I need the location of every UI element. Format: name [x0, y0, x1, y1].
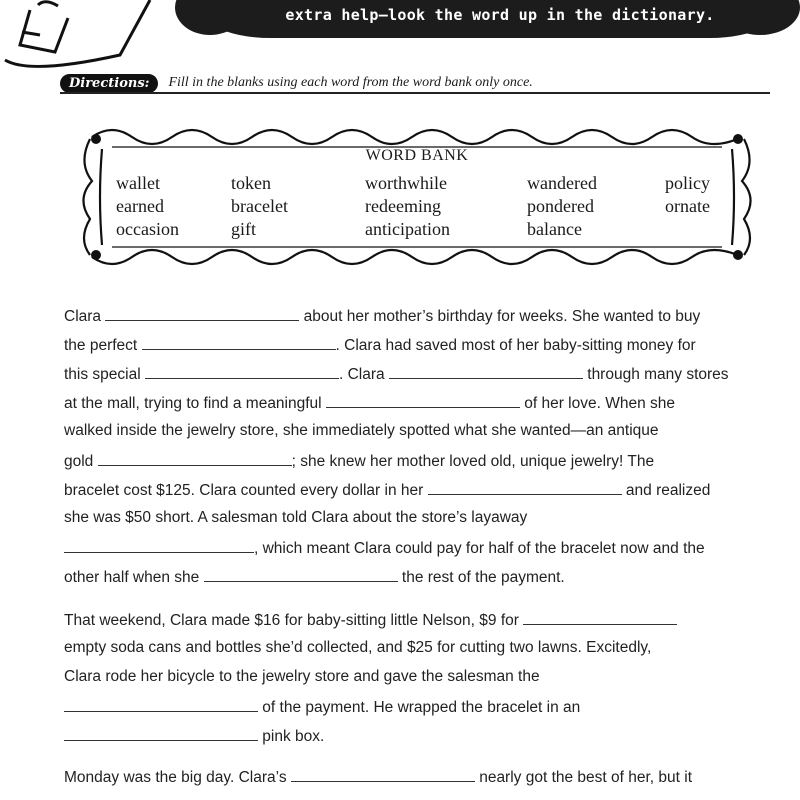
- word-bank-word: earned: [116, 196, 164, 216]
- answer-blank[interactable]: [523, 610, 677, 625]
- word-bank-word: balance: [527, 219, 582, 239]
- word-bank-word: worthwhile: [365, 173, 447, 193]
- word-bank-word: wallet: [116, 173, 160, 193]
- answer-blank[interactable]: [204, 567, 398, 582]
- story-line: walked inside the jewelry store, she immediately spotted what she wanted—an antique: [64, 422, 659, 439]
- word-bank-word: policy: [665, 173, 710, 193]
- answer-blank[interactable]: [105, 306, 299, 321]
- story-line: the perfect . Clara had saved most of her baby-sitting money for: [64, 337, 696, 354]
- story-line: bracelet cost $125. Clara counted every dollar in her and realized: [64, 482, 711, 499]
- word-bank-word: ornate: [665, 196, 710, 216]
- answer-blank[interactable]: [428, 480, 622, 495]
- answer-blank[interactable]: [142, 335, 336, 350]
- story-line: Monday was the big day. Clara’s nearly got the best of her, but it: [64, 769, 693, 786]
- answer-blank[interactable]: [326, 393, 520, 408]
- story-line: , which meant Clara could pay for half of the bracelet now and the: [64, 538, 705, 558]
- word-bank-word: token: [231, 173, 271, 193]
- word-bank-word: wandered: [527, 173, 597, 193]
- mascot-illustration: [0, 0, 160, 75]
- story-line: pink box.: [64, 726, 324, 746]
- answer-blank[interactable]: [389, 364, 583, 379]
- word-bank-word: anticipation: [365, 219, 450, 239]
- word-bank-title: WORD BANK: [365, 147, 469, 164]
- story-line: this special . Clara through many stores: [64, 366, 729, 383]
- answer-blank[interactable]: [98, 451, 292, 466]
- word-bank-word: pondered: [527, 196, 594, 216]
- story-line: Clara rode her bicycle to the jewelry store and gave the salesman the: [64, 668, 540, 685]
- directions-label: Directions:: [60, 74, 158, 93]
- banner-text: extra help—look the word up in the dictionary.: [285, 6, 715, 24]
- answer-blank[interactable]: [64, 538, 254, 553]
- story-line: gold ; she knew her mother loved old, unique jewelry! The: [64, 453, 655, 470]
- word-bank-word: redeeming: [365, 196, 441, 216]
- story-line: Clara about her mother’s birthday for weeks. She wanted to buy: [64, 308, 701, 325]
- word-bank-word: gift: [231, 219, 256, 239]
- story-line: at the mall, trying to find a meaningful of her love. When she: [64, 395, 676, 412]
- word-bank-word: bracelet: [231, 196, 288, 216]
- answer-blank[interactable]: [291, 767, 475, 782]
- story-line: empty soda cans and bottles she’d collected, and $25 for cutting two lawns. Excitedly,: [64, 639, 652, 656]
- story-line: other half when she the rest of the payment.: [64, 569, 565, 586]
- divider: [60, 92, 770, 94]
- answer-blank[interactable]: [64, 697, 258, 712]
- story-line: That weekend, Clara made $16 for baby-sitting little Nelson, $9 for: [64, 610, 677, 630]
- answer-blank[interactable]: [64, 726, 258, 741]
- story-line: she was $50 short. A salesman told Clara about the store’s layaway: [64, 509, 528, 526]
- answer-blank[interactable]: [145, 364, 339, 379]
- story-line: of the payment. He wrapped the bracelet in an: [64, 697, 580, 717]
- directions-text: Fill in the blanks using each word from the word bank only once.: [168, 75, 533, 90]
- word-bank-word: occasion: [116, 219, 179, 239]
- directions: [60, 72, 533, 94]
- word-bank: [72, 123, 762, 271]
